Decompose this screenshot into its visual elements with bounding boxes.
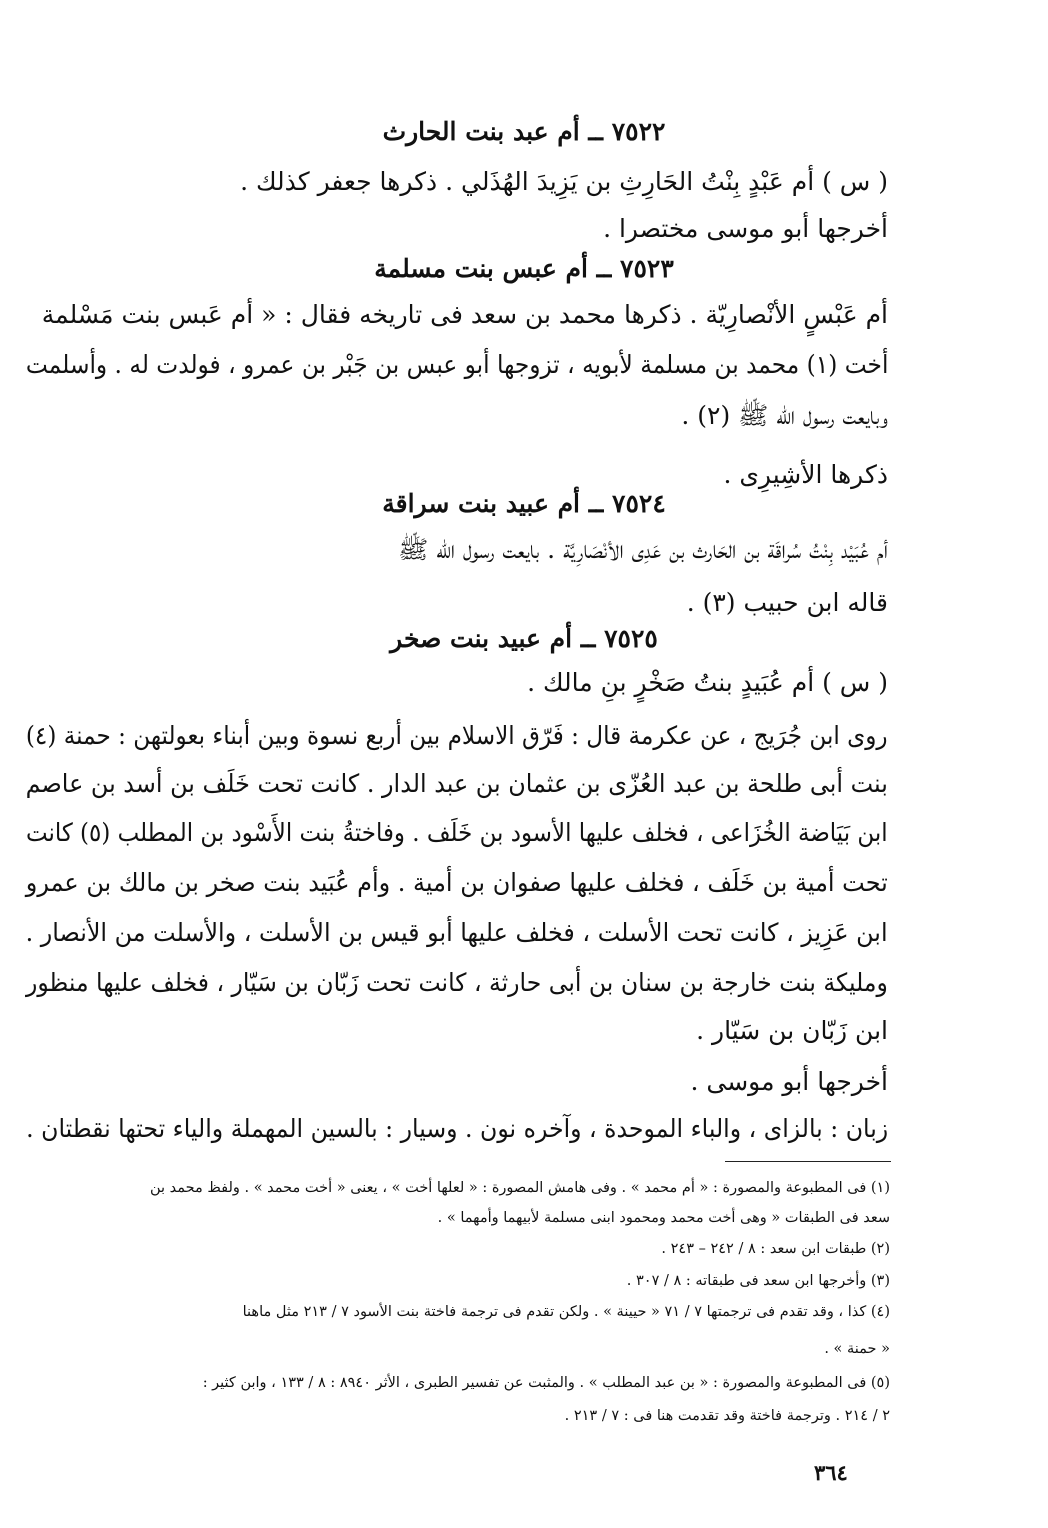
footnote-divider [725, 1161, 891, 1162]
entry-line: أم عَبْسٍ الأنْصارِيّة . ذكرها محمد بن سعد فى تاريخه فقال : « أم عَبس بنت مَسْلمة [41, 300, 888, 329]
entry-line: ذكرها الأشِيرِى . [723, 460, 888, 489]
entry-line: وبايعت رسول الله ﷺ (٢) . [681, 401, 888, 430]
entry-line: روى ابن جُرَيج ، عن عكرمة قال : فَرّق الاسلام بين أربع نسوة وبين أبناء بعولتهن : حمنة (٤) [26, 721, 888, 750]
entry-line: زبان : بالزاى ، والباء الموحدة ، وآخره نون . وسيار : بالسين المهملة والياء تحتها نقطتان . [25, 1114, 888, 1143]
footnote-line: « حمنة » . [824, 1341, 890, 1357]
entry-heading-7525: ٧٥٢٥ ــ أم عبيد بنت صخر [390, 624, 658, 653]
entry-line: ومليكة بنت خارجة بن سنان بن أبى حارثة ، كانت تحت زَبّان بن سَيّار ، فخلف عليها منظور [26, 968, 888, 997]
footnote-line: (٢) طبقات ابن سعد : ٨ / ٢٤٢ – ٢٤٣ . [661, 1241, 890, 1257]
footnote-line: (٥) فى المطبوعة والمصورة : « بن عبد المطلب » . والمثبت عن تفسير الطبرى ، الأثر ٨٩٤٠ : ٨ / ١٣٣ ، وابن كثير : [202, 1375, 890, 1391]
footnote-line: (٤) كذا ، وقد تقدم فى ترجمتها ٧ / ٧١ « حيينة » . ولكن تقدم فى ترجمة فاختة بنت الأسود ٧ / ٢١٣ مثل ماهنا [242, 1304, 890, 1320]
entry-line: بنت أبى طلحة بن عبد العُزّى بن عثمان بن عبد الدار . كانت تحت خَلَف بن أسد بن عاصم [25, 769, 888, 798]
entry-line: أخرجها أبو موسى مختصرا . [603, 214, 888, 243]
entry-line: ( س ) أم عَبْدٍ بِنْتُ الحَارِثِ بن يَزِيدَ الهُذَلي . ذكرها جعفر كذلك . [240, 167, 888, 196]
entry-line: ابن بَيَاضة الخُزَاعى ، فخلف عليها الأسود بن خَلَف . وفاختةُ بنت الأَسْود بن المطلب (٥) كانت [26, 818, 888, 847]
entry-heading-7523: ٧٥٢٣ ــ أم عبس بنت مسلمة [374, 254, 674, 283]
footnote-line: سعد فى الطبقات « وهى أخت محمد ومحمود ابنى مسلمة لأبيهما وأمهما » . [437, 1210, 890, 1226]
entry-line: ( س ) أم عُبَيدٍ بنتُ صَخْرٍ بنِ مالك . [527, 668, 888, 697]
entry-heading-7524: ٧٥٢٤ ــ أم عبيد بنت سراقة [382, 489, 666, 518]
entry-line: أم عُبَيْد بِنْتُ سُراقَة بن الحَارث بن عَدِى الأنْصَارِيَّة . بايعت رسول الله ﷺ [398, 535, 888, 564]
entry-heading-7522: ٧٥٢٢ ــ أم عبد بنت الحارث [382, 117, 666, 146]
entry-line: أخرجها أبو موسى . [690, 1067, 888, 1096]
page-number: ٣٦٤ [814, 1460, 848, 1485]
footnote-line: (١) فى المطبوعة والمصورة : « أم محمد » . وفى هامش المصورة : « لعلها أخت » ، يعنى « أخت محمد » . ولفظ محمد بن [149, 1180, 890, 1196]
entry-line: ابن زَبّان بن سَيّار . [696, 1016, 888, 1045]
entry-line: أخت (١) محمد بن مسلمة لأبويه ، تزوجها أبو عبس بن جَبْر بن عمرو ، فولدت له . وأسلمت [25, 350, 888, 379]
entry-line: قاله ابن حبيب (٣) . [686, 588, 888, 617]
entry-line: تحت أمية بن خَلَف ، فخلف عليها صفوان بن أمية . وأم عُبَيد بنت صخر بن مالك بن عمرو [25, 868, 888, 897]
footnote-line: (٣) وأخرجها ابن سعد فى طبقاته : ٨ / ٣٠٧ . [626, 1273, 890, 1289]
footnote-line: ٢ / ٢١٤ . وترجمة فاختة وقد تقدمت هنا فى : ٧ / ٢١٣ . [564, 1408, 890, 1424]
entry-line: ابن عَزِيز ، كانت تحت الأسلت ، فخلف عليها أبو قيس بن الأسلت ، والأسلت من الأنصار . [25, 918, 888, 947]
